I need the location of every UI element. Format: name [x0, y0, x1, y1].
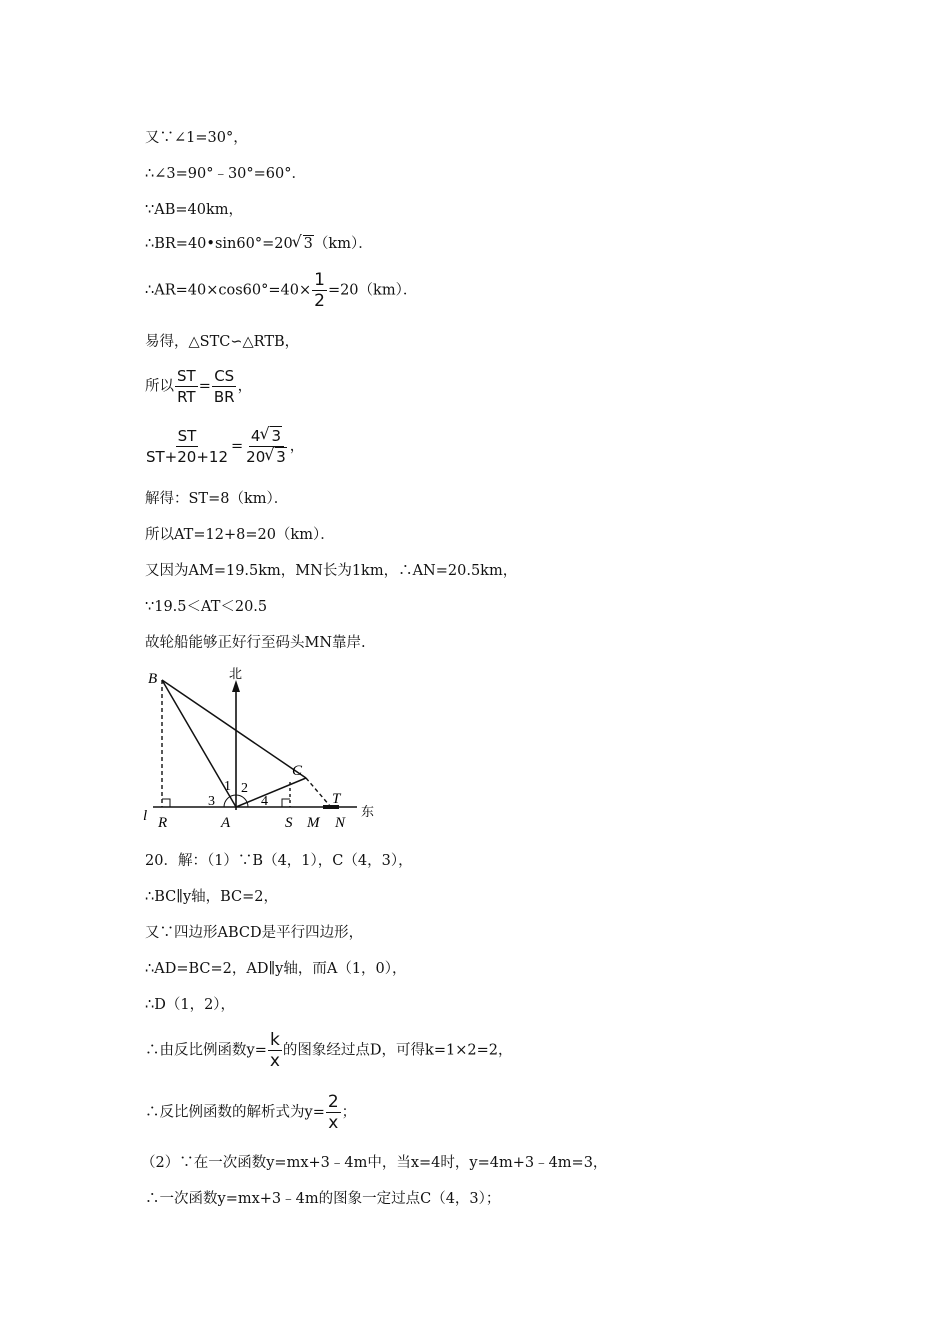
line-1: 又∵∠1=30°， — [145, 130, 248, 146]
line-14: 20．解：（1）∵B（4，1），C（4，3）， — [145, 853, 413, 869]
right-angle-S — [282, 799, 290, 807]
label-S: S — [285, 815, 293, 831]
line-21: （2）∵在一次函数y=mx+3﹣4m中，当x=4时，y=4m+3﹣4m=3， — [141, 1155, 608, 1171]
line-3: ∵AB=40km， — [145, 202, 243, 218]
north-arrow — [232, 680, 240, 692]
fraction-1-2 — [312, 270, 327, 311]
coef: 4 — [250, 427, 261, 445]
text: 所以 — [145, 378, 174, 395]
text: ∴由反比例函数y= — [145, 1042, 267, 1059]
fraction-st-rt — [175, 366, 198, 407]
line-10: 所以AT=12+8=20（km）． — [145, 527, 335, 543]
equals: = — [198, 378, 211, 395]
numerator: k — [269, 1030, 280, 1050]
segment-CT — [306, 778, 330, 806]
label-R: R — [158, 815, 168, 831]
denominator: x — [328, 1113, 339, 1133]
line-16: 又∵四边形ABCD是平行四边形， — [145, 925, 364, 941]
sqrt-3 — [260, 426, 282, 446]
line-6: 易得，△STC∽△RTB， — [145, 334, 300, 350]
numerator — [249, 426, 284, 447]
line-4 — [145, 234, 373, 254]
label-angle-1: 1 — [224, 779, 231, 794]
line-7 — [145, 366, 252, 407]
label-N: N — [335, 815, 346, 831]
denominator: RT — [177, 388, 196, 406]
fraction-cs-br — [212, 366, 237, 407]
label-T: T — [332, 791, 341, 807]
denominator: x — [269, 1051, 280, 1071]
radicand: 3 — [303, 236, 313, 252]
denominator: ST+20+12 — [146, 448, 228, 466]
geometry-figure — [135, 660, 395, 840]
label-C: C — [292, 763, 303, 779]
east-label: 东 — [361, 804, 375, 819]
text: ∴反比例函数的解析式为y= — [145, 1104, 325, 1121]
text: ； — [341, 1104, 357, 1121]
text: =20（km）． — [327, 282, 418, 299]
line-19 — [145, 1030, 512, 1071]
fraction-st-sum — [144, 426, 230, 467]
denominator: BR — [213, 388, 235, 406]
line-11: 又因为AM=19.5km，MN长为1km，∴AN=20.5km， — [145, 563, 518, 579]
label-angle-3: 3 — [208, 794, 215, 809]
line-17: ∴AD=BC=2，AD∥y轴，而A（1，0）， — [145, 961, 407, 977]
line-22: ∴一次函数y=mx+3﹣4m的图象一定过点C（4，3）； — [145, 1191, 501, 1207]
denominator — [244, 447, 289, 467]
text: 的图象经过点D，可得k=1×2=2， — [282, 1042, 513, 1059]
label-angle-2: 2 — [241, 781, 248, 796]
north-label: 北 — [229, 666, 243, 681]
text: ， — [237, 378, 253, 395]
line-20 — [145, 1092, 356, 1133]
fraction-sqrt-ratio — [244, 426, 289, 467]
label-angle-4: 4 — [261, 794, 268, 809]
text: ， — [289, 438, 305, 455]
radicand: 3 — [276, 448, 286, 466]
numerator: 2 — [327, 1092, 339, 1112]
line-18: ∴D（1，2）， — [145, 997, 236, 1013]
text: （km）． — [313, 236, 373, 252]
label-l: l — [143, 808, 148, 824]
text: ∴BR=40•sin60°=20 — [145, 236, 293, 252]
numerator: 1 — [314, 270, 325, 290]
line-13: 故轮船能够正好行至码头MN靠岸. — [145, 635, 366, 651]
numerator: CS — [214, 367, 235, 385]
label-M: M — [307, 815, 320, 831]
denominator: 2 — [314, 291, 325, 311]
line-5 — [145, 270, 417, 311]
right-angle-R — [162, 799, 170, 807]
sqrt-3 — [293, 234, 314, 254]
radicand: 3 — [271, 427, 282, 445]
fraction-k-x — [268, 1030, 282, 1071]
line-12: ∵19.5＜AT＜20.5 — [145, 599, 268, 615]
fraction-2-x — [326, 1092, 341, 1133]
label-B: B — [148, 671, 158, 687]
numerator: ST — [177, 427, 197, 445]
label-A: A — [221, 815, 231, 831]
sqrt-3 — [265, 447, 287, 467]
coef: 20 — [246, 448, 266, 466]
line-2: ∴∠3=90°﹣30°=60°． — [145, 166, 307, 182]
line-15: ∴BC∥y轴，BC=2， — [145, 889, 279, 905]
line-8 — [143, 426, 304, 467]
text: ∴AR=40×cos60°=40× — [145, 282, 312, 299]
segment-BC — [162, 680, 306, 778]
equals: = — [231, 438, 244, 455]
numerator: ST — [177, 367, 196, 385]
line-9: 解得：ST=8（km）． — [145, 491, 289, 507]
